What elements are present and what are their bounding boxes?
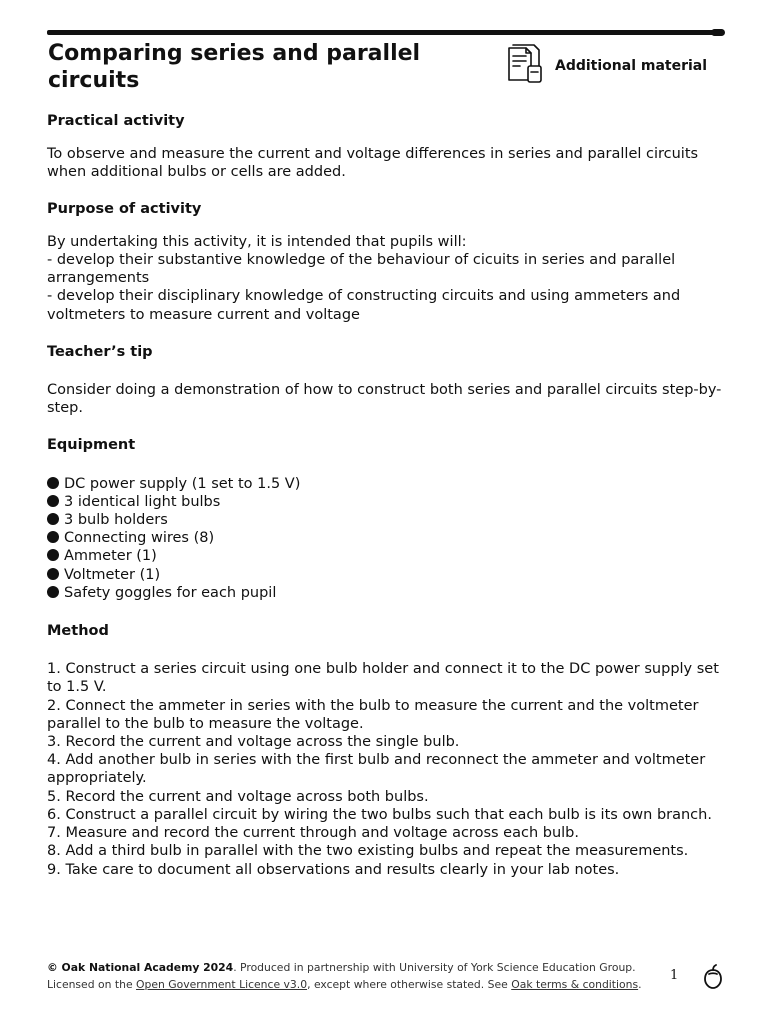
method-step: 2. Connect the ammeter in series with the bulb to measure the current and the voltmeter parallel to the bulb to measure the voltage.: [47, 697, 699, 732]
worksheet-content: [47, 112, 723, 879]
list-item: [47, 493, 723, 511]
document-icon: [504, 42, 546, 90]
method-step: 6. Construct a parallel circuit by wiring the two bulbs such that each bulb is its own branch.: [47, 806, 712, 823]
tip-text: Consider doing a demonstration of how to construct both series and parallel circuits step-by-step.: [47, 382, 722, 417]
bullet-icon: [47, 495, 59, 507]
equipment-item: Ammeter (1): [64, 548, 157, 565]
list-item: [47, 547, 723, 565]
bullet-icon: [47, 568, 59, 580]
equipment-item: DC power supply (1 set to 1.5 V): [64, 475, 301, 492]
equipment-item: 3 identical light bulbs: [64, 493, 221, 510]
practical-heading: Practical activity: [47, 113, 185, 129]
method-step: 7. Measure and record the current through and voltage across each bulb.: [47, 825, 579, 842]
terms-link[interactable]: Oak terms & conditions: [511, 977, 639, 991]
bullet-icon: [47, 531, 59, 543]
bullet-icon: [47, 586, 59, 598]
method-heading: Method: [47, 623, 109, 640]
practical-text: To observe and measure the current and voltage differences in series and parallel circuits when additional bulbs or cells are added.: [47, 146, 699, 181]
method-step: 4. Add another bulb in series with the first bulb and reconnect the ammeter and voltmeter appropriately.: [47, 752, 706, 787]
equipment-item: 3 bulb holders: [64, 512, 168, 529]
purpose-heading: Purpose of activity: [47, 200, 202, 217]
copyright: © Oak National Academy 2024: [47, 961, 234, 974]
list-item: [47, 511, 723, 529]
list-item: [47, 475, 723, 493]
purpose-line: - develop their disciplinary knowledge of constructing circuits and using ammeters and voltmeters to measure current and voltage: [47, 288, 681, 323]
page-number: 1: [670, 968, 679, 983]
method-step: 9. Take care to document all observations and results clearly in your lab notes.: [47, 861, 620, 878]
equipment-list: [47, 475, 723, 602]
bullet-icon: [47, 513, 59, 525]
list-item: [47, 529, 723, 547]
additional-material-badge: [504, 44, 719, 88]
tip-heading: Teacher’s tip: [47, 343, 153, 360]
footer: [47, 960, 667, 993]
purpose-line: - develop their substantive knowledge of the behaviour of cicuits in series and parallel arrangements: [47, 252, 676, 287]
footer-line-2: [47, 977, 667, 994]
bullet-icon: [47, 549, 59, 561]
method-step: 5. Record the current and voltage across both bulbs.: [47, 788, 429, 805]
licence-link[interactable]: Open Government Licence v3.0: [136, 977, 308, 991]
list-item: [47, 584, 723, 602]
footer-line-1: [47, 960, 667, 977]
purpose-line: By undertaking this activity, it is intended that pupils will:: [47, 233, 467, 250]
equipment-item: Safety goggles for each pupil: [64, 584, 277, 601]
footer-text: .: [638, 977, 642, 991]
footer-text: . Produced in partnership with University of York Science Education Group.: [233, 961, 636, 974]
footer-text: Licensed on the: [47, 977, 137, 991]
page-title: Comparing series and parallel circuits: [48, 41, 421, 93]
equipment-item: Connecting wires (8): [64, 530, 215, 547]
acorn-icon: [702, 964, 724, 990]
method-step: 3. Record the current and voltage across the single bulb.: [47, 734, 460, 751]
footer-text: , except where otherwise stated. See: [307, 977, 512, 991]
badge-label: Additional material: [555, 58, 708, 74]
method-step: 1. Construct a series circuit using one bulb holder and connect it to the DC power supply set to 1.5 V.: [47, 661, 719, 696]
method-steps: [47, 660, 723, 878]
bullet-icon: [47, 477, 59, 489]
equipment-item: Voltmeter (1): [64, 566, 161, 583]
method-step: 8. Add a third bulb in parallel with the two existing bulbs and repeat the measurements.: [47, 843, 689, 860]
top-rule: [47, 30, 721, 35]
equipment-heading: Equipment: [47, 437, 136, 454]
list-item: [47, 566, 723, 584]
